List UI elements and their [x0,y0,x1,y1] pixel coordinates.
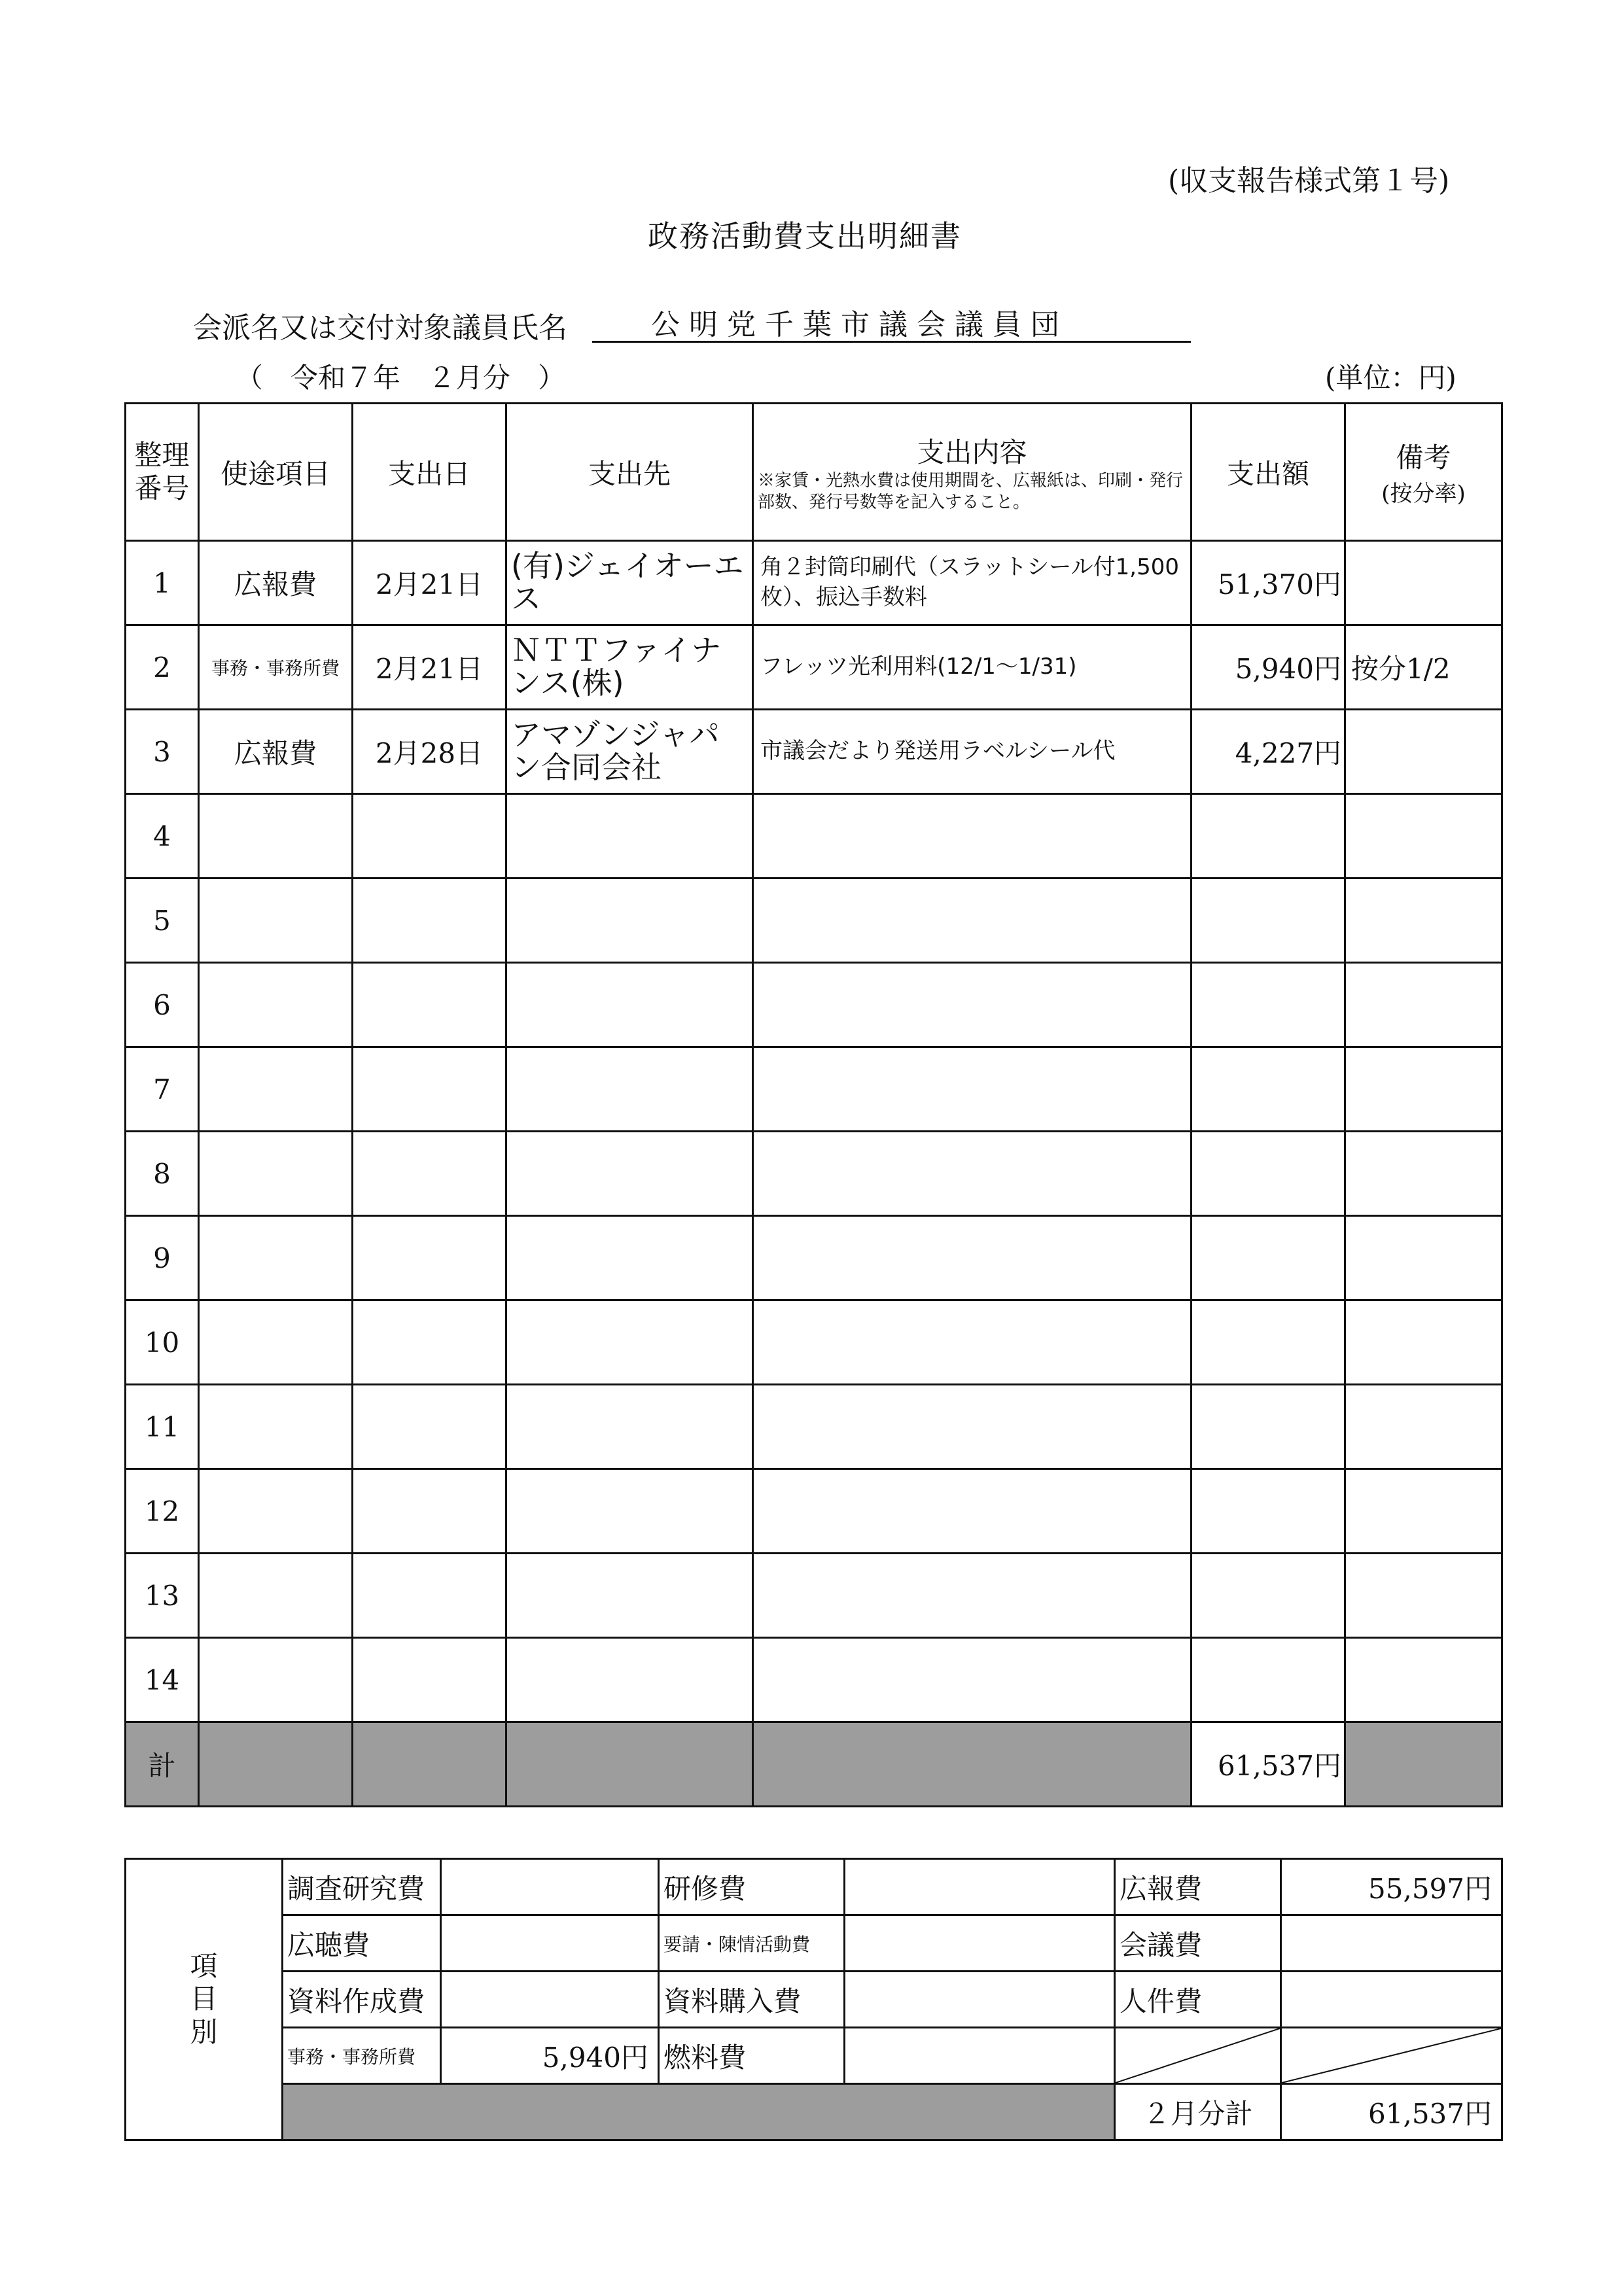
header-detail-note: ※家賃・光熱水費は使用期間を、広報紙は、印刷・発行部数、発行号数等を記入すること。 [758,471,1184,512]
row-detail: フレッツ光利用料(12/1～1/31) [753,625,1192,710]
header-category: 使途項目 [199,404,353,541]
row-amount [1192,878,1345,963]
table-row [126,963,1502,1047]
row-detail [753,1638,1192,1722]
row-detail [753,963,1192,1047]
materials-purchase-amount [845,1972,1115,2028]
training-amount [845,1859,1115,1915]
row-remarks [1345,878,1502,963]
row-remarks [1345,1385,1502,1469]
row-number: 6 [126,963,199,1047]
row-category [199,878,353,963]
row-detail [753,1385,1192,1469]
month-total-label: ２月分計 [1115,2084,1281,2140]
row-payee: ＮＴＴファイナンス(株) [506,625,753,710]
diagonal-line [1116,2028,1280,2083]
materials-purchase-label: 資料購入費 [659,1972,845,2028]
row-amount [1192,1638,1345,1722]
row-remarks [1345,963,1502,1047]
summary-side-label: 項 目 別 [126,1859,283,2140]
row-payee [506,963,753,1047]
row-amount [1192,1132,1345,1216]
row-amount: 4,227円 [1192,710,1345,794]
pr-amount: 55,597円 [1281,1859,1502,1915]
table-row [126,625,1502,710]
diagonal-line [1282,2028,1501,2083]
table-row [126,1554,1502,1638]
table-row [126,794,1502,878]
row-detail [753,1132,1192,1216]
hearing-amount [441,1915,659,1972]
header-amount: 支出額 [1192,404,1345,541]
month-total-amount: 61,537円 [1281,2084,1502,2140]
petition-amount [845,1915,1115,1972]
row-detail [753,1554,1192,1638]
row-date [353,1300,506,1385]
row-number: 5 [126,878,199,963]
row-remarks [1345,541,1502,625]
row-date [353,1047,506,1132]
row-date [353,1554,506,1638]
row-date [353,1385,506,1469]
total-blank-cell [353,1722,506,1807]
row-category [199,963,353,1047]
row-detail: 角２封筒印刷代（スラットシール付1,500枚）、振込手数料 [753,541,1192,625]
table-row [126,1469,1502,1554]
personnel-amount [1281,1972,1502,2028]
row-amount [1192,1047,1345,1132]
row-number: 8 [126,1132,199,1216]
row-category [199,1638,353,1722]
fuel-amount [845,2028,1115,2084]
header-remarks [1345,404,1502,541]
row-amount: 5,940円 [1192,625,1345,710]
personnel-label: 人件費 [1115,1972,1281,2028]
row-remarks [1345,1047,1502,1132]
row-number: 11 [126,1385,199,1469]
row-remarks [1345,1132,1502,1216]
category-summary-table [124,1858,1503,2141]
table-row [126,1300,1502,1385]
unit-label: (単位：円) [1325,362,1456,394]
row-date: 2月21日 [353,625,506,710]
header-number-line1: 整理 [134,439,190,472]
header-remarks-title: 備考 [1396,442,1451,474]
table-row [126,1132,1502,1216]
row-detail [753,1469,1192,1554]
row-payee [506,1554,753,1638]
row-date: 2月28日 [353,710,506,794]
table-row [126,1047,1502,1132]
row-amount [1192,1554,1345,1638]
row-amount [1192,1216,1345,1300]
table-row [126,541,1502,625]
office-amount: 5,940円 [441,2028,659,2084]
header-payee: 支出先 [506,404,753,541]
row-number: 1 [126,541,199,625]
total-blank-cell [753,1722,1192,1807]
training-label: 研修費 [659,1859,845,1915]
materials-making-amount [441,1972,659,2028]
row-amount [1192,794,1345,878]
total-blank-cell [199,1722,353,1807]
fuel-label: 燃料費 [659,2028,845,2084]
table-row [126,878,1502,963]
row-detail [753,1300,1192,1385]
header-number [126,404,199,541]
diagonal-blank-cell [1115,2028,1281,2084]
period-label: （ 令和７年 ２月分 ） [236,362,566,394]
diagonal-blank-cell [1281,2028,1502,2084]
header-date: 支出日 [353,404,506,541]
row-payee [506,1216,753,1300]
total-label: 計 [126,1722,199,1807]
row-payee [506,878,753,963]
row-remarks [1345,1638,1502,1722]
row-amount: 51,370円 [1192,541,1345,625]
table-row [126,1385,1502,1469]
total-amount: 61,537円 [1192,1722,1345,1807]
row-detail [753,794,1192,878]
row-remarks [1345,1469,1502,1554]
row-amount [1192,963,1345,1047]
header-number-line2: 番号 [134,472,190,504]
row-payee [506,1385,753,1469]
row-payee: (有)ジェイオーエス [506,541,753,625]
row-date [353,794,506,878]
meeting-label: 会議費 [1115,1915,1281,1972]
materials-making-label: 資料作成費 [283,1972,441,2028]
row-date [353,1216,506,1300]
group-label: 会派名又は交付対象議員氏名 [193,311,567,345]
row-category [199,1385,353,1469]
row-detail: 市議会だより発送用ラベルシール代 [753,710,1192,794]
row-amount [1192,1469,1345,1554]
row-number: 3 [126,710,199,794]
row-remarks [1345,1554,1502,1638]
table-row [126,710,1502,794]
row-category [199,1300,353,1385]
header-remarks-sub: (按分率) [1381,481,1466,507]
row-category [199,1216,353,1300]
row-remarks [1345,1300,1502,1385]
row-category [199,1554,353,1638]
row-category [199,1132,353,1216]
row-number: 7 [126,1047,199,1132]
row-date [353,878,506,963]
row-payee [506,1638,753,1722]
form-number: (収支報告様式第１号) [1168,164,1450,198]
row-number: 12 [126,1469,199,1554]
row-category: 広報費 [199,710,353,794]
table-header-row [126,404,1502,541]
total-row [126,1722,1502,1807]
row-payee [506,1047,753,1132]
row-amount [1192,1385,1345,1469]
header-detail-title: 支出内容 [917,436,1027,468]
row-remarks: 按分1/2 [1345,625,1502,710]
total-blank-cell [1345,1722,1502,1807]
row-category: 広報費 [199,541,353,625]
row-detail [753,1047,1192,1132]
expense-detail-table [124,402,1503,1807]
pr-label: 広報費 [1115,1859,1281,1915]
row-number: 4 [126,794,199,878]
research-label: 調査研究費 [283,1859,441,1915]
hearing-label: 広聴費 [283,1915,441,1972]
row-number: 2 [126,625,199,710]
row-remarks [1345,794,1502,878]
row-date [353,1132,506,1216]
row-category [199,794,353,878]
row-remarks [1345,710,1502,794]
row-detail [753,1216,1192,1300]
meeting-amount [1281,1915,1502,1972]
row-category [199,1047,353,1132]
row-payee [506,1132,753,1216]
row-category [199,1469,353,1554]
row-category: 事務・事務所費 [199,625,353,710]
document-title: 政務活動費支出明細書 [648,218,962,254]
row-date [353,963,506,1047]
row-number: 14 [126,1638,199,1722]
row-date [353,1469,506,1554]
total-blank-cell [506,1722,753,1807]
row-number: 10 [126,1300,199,1385]
table-row [126,1638,1502,1722]
row-number: 13 [126,1554,199,1638]
office-label: 事務・事務所費 [283,2028,441,2084]
group-name: 公明党千葉市議会議員団 [592,301,1191,343]
row-amount [1192,1300,1345,1385]
row-date [353,1638,506,1722]
row-payee [506,794,753,878]
table-row [126,1216,1502,1300]
row-remarks [1345,1216,1502,1300]
header-detail [753,404,1192,541]
row-detail [753,878,1192,963]
row-date: 2月21日 [353,541,506,625]
row-payee: アマゾンジャパン合同会社 [506,710,753,794]
summary-shaded-cell [283,2084,1115,2140]
petition-label: 要請・陳情活動費 [659,1915,845,1972]
research-amount [441,1859,659,1915]
row-number: 9 [126,1216,199,1300]
row-payee [506,1469,753,1554]
row-payee [506,1300,753,1385]
